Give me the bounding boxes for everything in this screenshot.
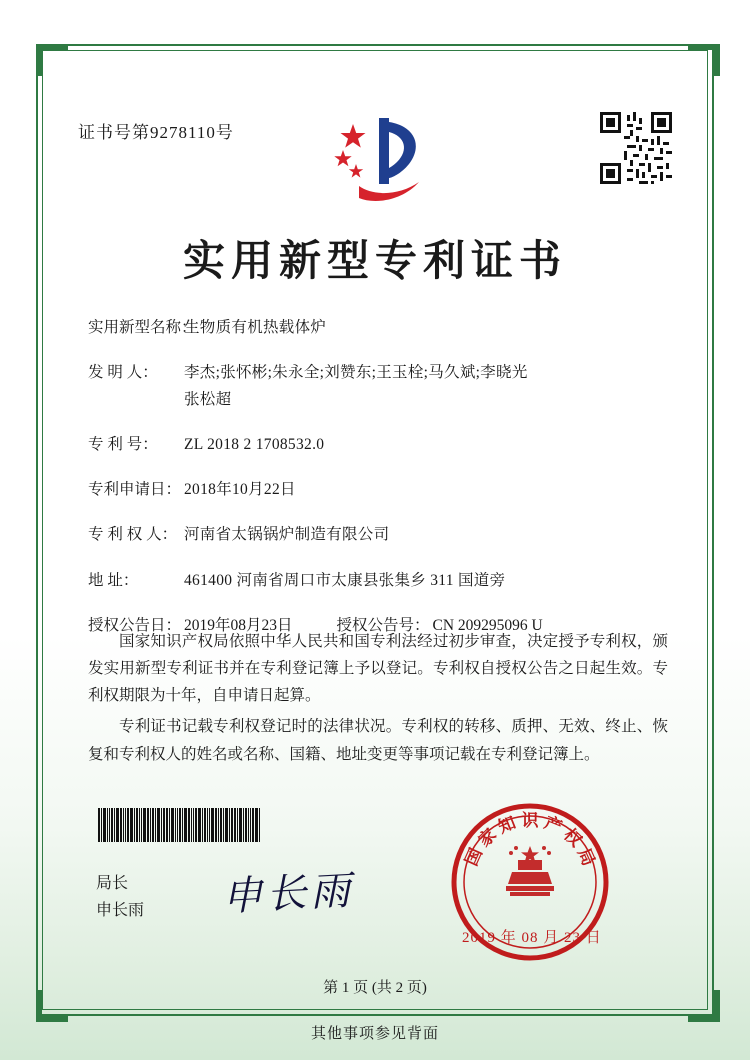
legal-paragraph-1: 国家知识产权局依照中华人民共和国专利法经过初步审查，决定授予专利权，颁发实用新型专利证书并在专利登记簿上予以登记。专利权自授权公告之日起生效。专利权期限为十年，自申请日起算。 xyxy=(88,633,668,705)
corner-ornament-top-right xyxy=(688,44,720,76)
page-indicator: 第 1 页 (共 2 页) xyxy=(323,980,427,996)
field-value: ZL 2018 2 1708532.0 xyxy=(184,435,325,453)
field-value: 生物质有机热载体炉 xyxy=(184,319,327,336)
field-label: 实用新型名称： xyxy=(88,319,197,336)
seal-date: 2019 年 08 月 23 日 xyxy=(462,930,602,946)
field-label: 地 址： xyxy=(88,571,139,589)
field-label: 发 明 人： xyxy=(88,364,158,382)
barcode xyxy=(98,808,324,842)
field-value: 461400 河南省周口市太康县张集乡 311 国道旁 xyxy=(184,571,506,589)
svg-text:权: 权 xyxy=(559,825,586,852)
field-value: 2018年10月22日 xyxy=(184,481,296,498)
field-value-grant-date: 2019年08月23日 xyxy=(184,616,293,634)
signature-name-label: 申长雨 xyxy=(96,902,145,920)
field-row-patent-number xyxy=(88,433,668,456)
signature-labels xyxy=(96,870,144,924)
field-label: 专 利 权 人： xyxy=(88,526,178,544)
legal-text xyxy=(88,628,668,772)
field-label: 专利申请日： xyxy=(88,481,182,498)
page-title: 实用新型专利证书 xyxy=(182,236,567,285)
field-row-application-date xyxy=(88,478,668,501)
field-row-patentee xyxy=(88,523,668,546)
corner-ornament-top-left xyxy=(36,44,68,76)
field-value-line1: 李杰;张怀彬;朱永全;刘赞东;王玉栓;马久斌;李晓光 xyxy=(184,364,528,382)
certificate-number: 证书号第9278110号 xyxy=(78,123,234,142)
patent-fields xyxy=(88,316,668,659)
legal-paragraph-2: 专利证书记载专利权登记时的法律状况。专利权的转移、质押、无效、终止、恢复和专利权人的姓名或名称、国籍、地址变更等事项记载在专利登记簿上。 xyxy=(88,718,668,763)
qr-code xyxy=(600,112,672,184)
field-value-line2: 张松超 xyxy=(184,390,232,408)
svg-text:知: 知 xyxy=(495,812,519,838)
handwritten-signature: 申长雨 xyxy=(221,867,356,921)
svg-text:局: 局 xyxy=(573,845,599,870)
field-row-inventors xyxy=(88,361,668,411)
footnote: 其他事项参见背面 xyxy=(310,1026,439,1042)
cnipa-emblem-icon xyxy=(323,112,427,204)
field-value xyxy=(184,361,668,411)
field-label: 专 利 号： xyxy=(88,435,158,453)
field-value-grant-number: CN 209295096 U xyxy=(432,616,543,634)
signature-title-label: 局长 xyxy=(96,875,129,892)
svg-text:识: 识 xyxy=(521,811,539,831)
svg-text:国: 国 xyxy=(461,845,487,870)
svg-text:家: 家 xyxy=(474,825,501,852)
field-row-address xyxy=(88,569,668,592)
field-label-grant-number: 授权公告号： xyxy=(336,616,430,634)
field-value: 河南省太锅锅炉制造有限公司 xyxy=(184,526,390,544)
field-label-grant-date: 授权公告日： xyxy=(88,616,182,634)
field-row-utility-model-name xyxy=(88,316,668,339)
svg-text:产: 产 xyxy=(541,812,565,838)
